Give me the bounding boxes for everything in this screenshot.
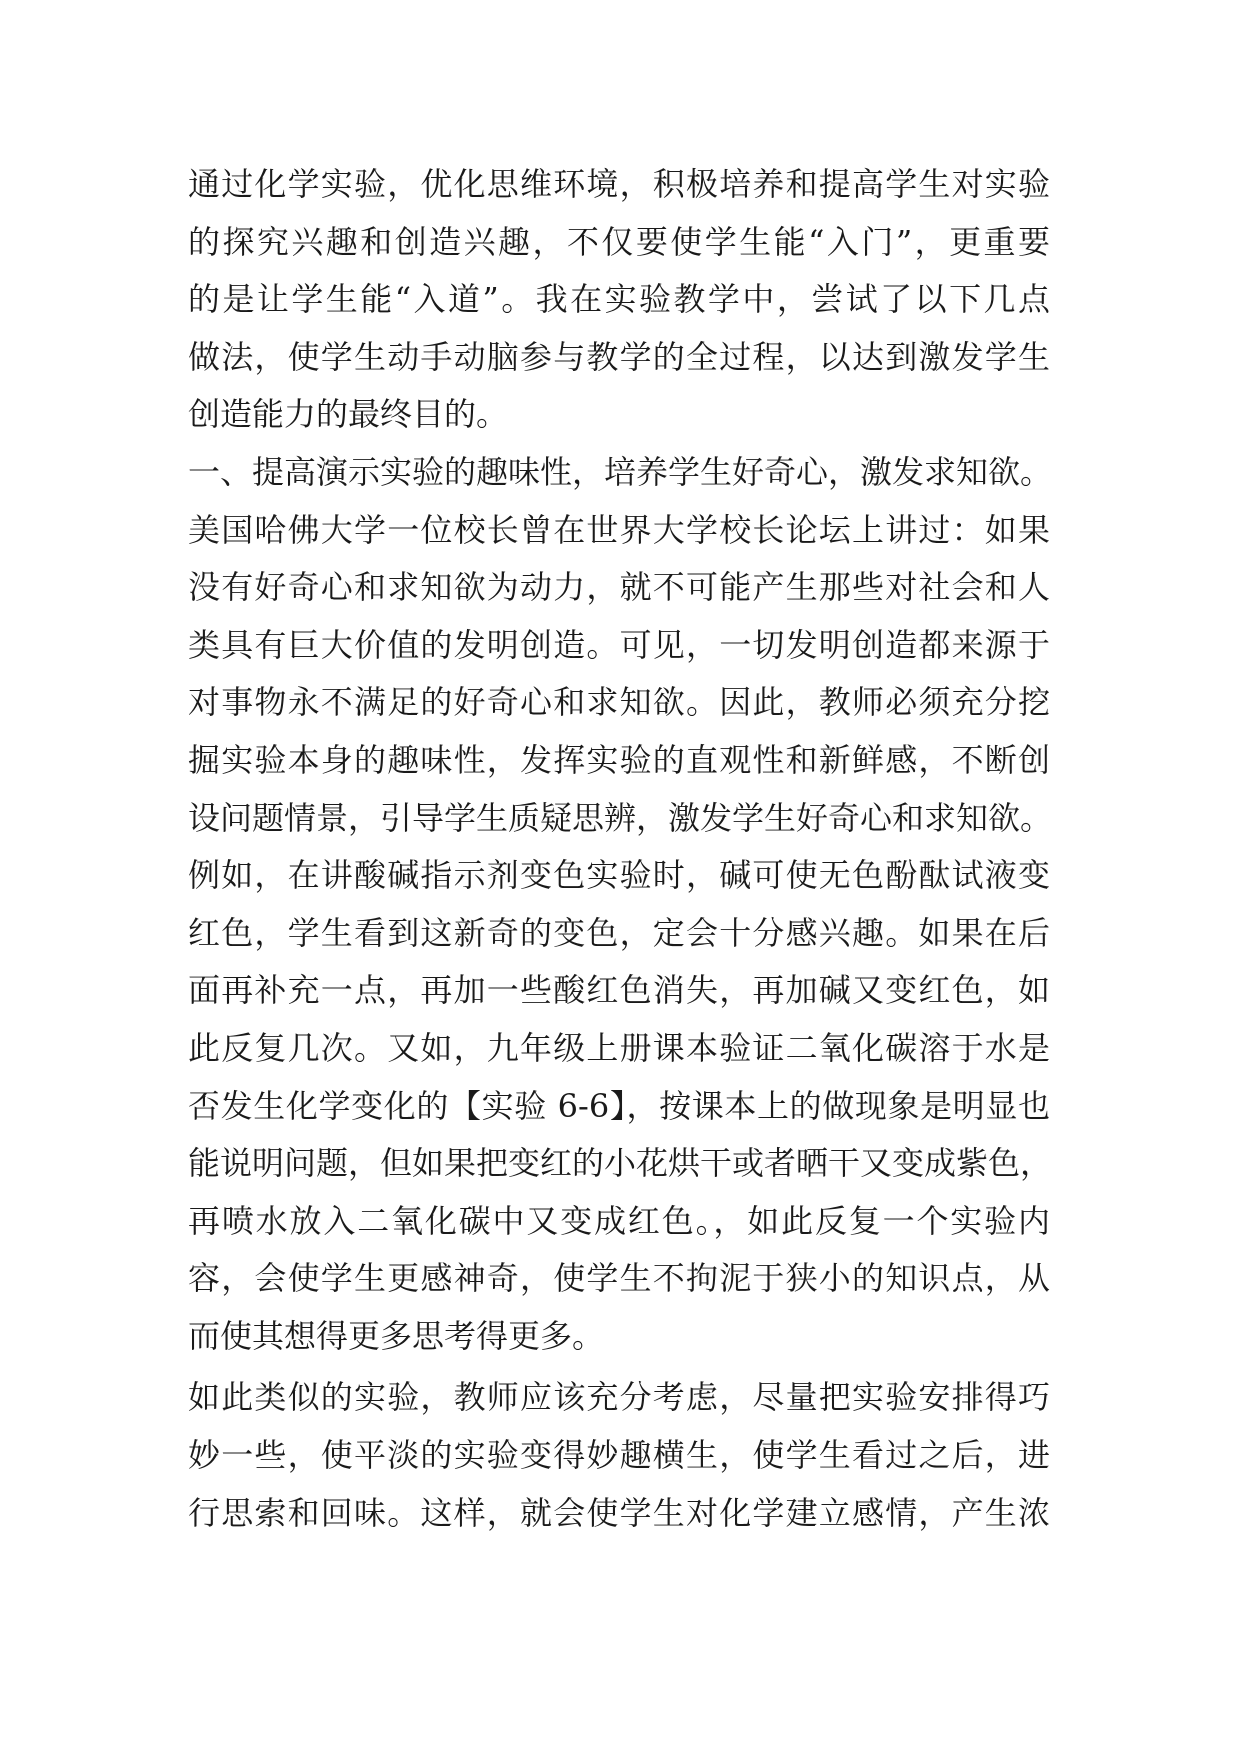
text-line: 容，会使学生更感神奇，使学生不拘泥于狭小的知识点，从 bbox=[188, 1259, 1050, 1298]
text-line: 没有好奇心和求知欲为动力，就不可能产生那些对社会和人 bbox=[188, 568, 1050, 607]
paragraph-intro bbox=[188, 156, 1050, 444]
text-line: 类具有巨大价值的发明创造。可见，一切发明创造都来源于 bbox=[188, 625, 1050, 664]
paragraph-body-1 bbox=[188, 502, 1053, 1366]
text-line: 的是让学生能“入道”。我在实验教学中，尝试了以下几点 bbox=[188, 280, 1050, 319]
text-line: 再喷水放入二氧化碳中又变成红色。，如此反复一个实验内 bbox=[188, 1201, 1050, 1240]
text-line: 美国哈佛大学一位校长曾在世界大学校长论坛上讲过：如果 bbox=[188, 510, 1050, 549]
text-line: 行思索和回味。这样，就会使学生对化学建立感情，产生浓 bbox=[188, 1493, 1050, 1532]
text-line: 面再补充一点，再加一些酸红色消失，再加碱又变红色，如 bbox=[188, 971, 1050, 1010]
text-line: 设问题情景，引导学生质疑思辨，激发学生好奇心和求知欲。 bbox=[188, 798, 1053, 837]
text-line: 创造能力的最终目的。 bbox=[188, 395, 509, 434]
section-heading bbox=[188, 444, 1053, 502]
document-page bbox=[188, 156, 1053, 1542]
text-line: 红色，学生看到这新奇的变色，定会十分感兴趣。如果在后 bbox=[188, 913, 1050, 952]
text-line: 妙一些，使平淡的实验变得妙趣横生，使学生看过之后，进 bbox=[188, 1436, 1050, 1475]
text-line: 的探究兴趣和创造兴趣，不仅要使学生能“入门”，更重要 bbox=[188, 222, 1050, 261]
text-line: 否发生化学变化的【实验 6-6】，按课本上的做现象是明显也 bbox=[188, 1086, 1050, 1125]
text-line: 对事物永不满足的好奇心和求知欲。因此，教师必须充分挖 bbox=[188, 683, 1050, 722]
text-line: 例如，在讲酸碱指示剂变色实验时，碱可使无色酚酞试液变 bbox=[188, 856, 1050, 895]
text-line: 掘实验本身的趣味性，发挥实验的直观性和新鲜感，不断创 bbox=[188, 740, 1050, 779]
paragraph-body-2 bbox=[188, 1369, 1050, 1542]
heading-line: 一、提高演示实验的趣味性，培养学生好奇心，激发求知欲。 bbox=[188, 452, 1053, 491]
text-line: 此反复几次。又如，九年级上册课本验证二氧化碳溶于水是 bbox=[188, 1028, 1050, 1067]
text-line: 做法，使学生动手动脑参与教学的全过程，以达到激发学生 bbox=[188, 337, 1050, 376]
text-line: 能说明问题，但如果把变红的小花烘干或者晒干又变成紫色， bbox=[188, 1144, 1053, 1183]
text-line: 而使其想得更多思考得更多。 bbox=[188, 1316, 605, 1355]
text-line: 如此类似的实验，教师应该充分考虑，尽量把实验安排得巧 bbox=[188, 1378, 1050, 1417]
text-line: 通过化学实验，优化思维环境，积极培养和提高学生对实验 bbox=[188, 165, 1050, 203]
